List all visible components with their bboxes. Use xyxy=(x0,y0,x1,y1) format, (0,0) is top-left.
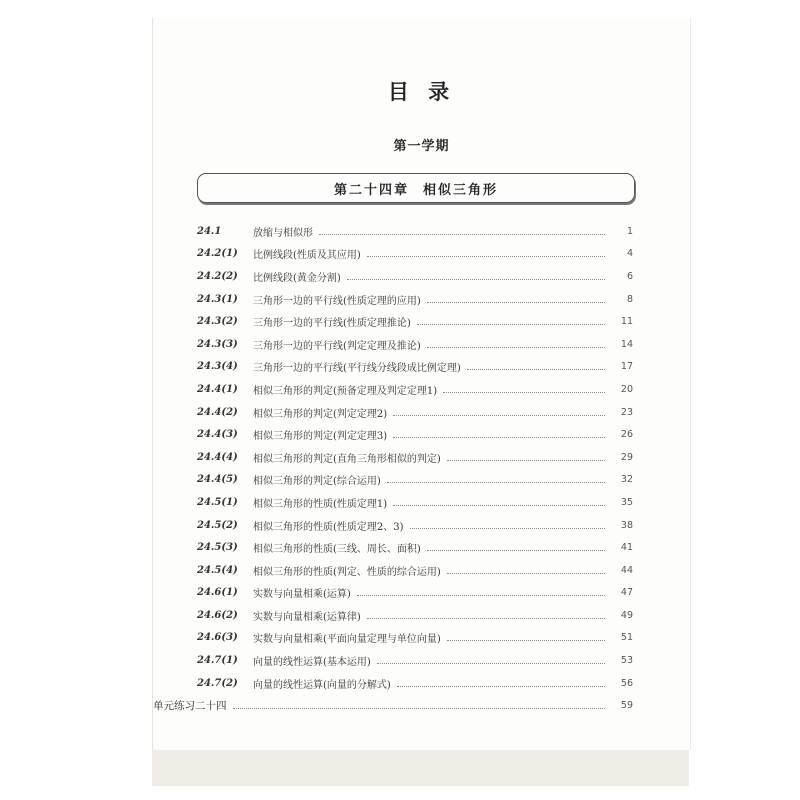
page-number: 20 xyxy=(620,383,633,395)
section-title: 实数与向量相乘(平面向量定理与单位向量) xyxy=(253,634,441,646)
page-number: 26 xyxy=(620,429,633,441)
chapter-banner xyxy=(197,173,635,203)
section-number: 24.1 xyxy=(197,225,222,237)
toc-entry xyxy=(197,401,633,424)
page-number: 51 xyxy=(620,632,633,644)
section-title: 相似三角形的性质(性质定理2、3) xyxy=(253,521,404,533)
page-number: 35 xyxy=(620,496,633,508)
toc-entry xyxy=(197,356,633,379)
section-number: 24.5(3) xyxy=(197,542,238,554)
section-title: 三角形一边的平行线(性质定理的应用) xyxy=(253,295,421,307)
section-number: 24.4(1) xyxy=(197,383,238,395)
page-number: 32 xyxy=(620,474,633,486)
dot-leader xyxy=(417,324,605,325)
dot-leader xyxy=(410,528,605,529)
dot-leader xyxy=(443,392,605,393)
section-number: 24.3(1) xyxy=(197,293,238,305)
dot-leader xyxy=(447,573,605,574)
page-number: 49 xyxy=(620,609,633,621)
page-bottom-edge xyxy=(152,750,689,786)
toc-entry xyxy=(197,220,633,243)
section-number: 24.4(5) xyxy=(197,474,238,486)
section-number: 24.5(2) xyxy=(197,519,238,531)
page-number: 14 xyxy=(620,338,633,350)
page-number: 38 xyxy=(620,519,633,531)
page-number: 41 xyxy=(620,542,633,554)
section-number: 24.6(1) xyxy=(197,587,238,599)
toc-entry xyxy=(197,378,633,401)
dot-leader xyxy=(447,460,605,461)
dot-leader xyxy=(393,505,605,506)
section-title: 相似三角形的判定(判定定理3) xyxy=(253,431,388,443)
semester-heading: 第一学期 xyxy=(393,139,450,154)
dot-leader xyxy=(393,437,605,438)
section-title: 三角形一边的平行线(性质定理推论) xyxy=(253,318,411,330)
toc-entry-unit-review xyxy=(153,694,633,717)
page-number: 4 xyxy=(626,248,633,260)
toc-entry xyxy=(197,333,633,356)
section-title: 相似三角形的性质(性质定理1) xyxy=(253,498,388,510)
toc-entry xyxy=(197,288,633,311)
section-title: 三角形一边的平行线(平行线分线段成比例定理) xyxy=(253,363,461,375)
section-title: 相似三角形的判定(预备定理及判定定理1) xyxy=(253,385,438,397)
section-title: 相似三角形的判定(直角三角形相似的判定) xyxy=(253,453,441,465)
toc-entry xyxy=(197,243,633,266)
section-number: 24.5(1) xyxy=(197,496,238,508)
dot-leader xyxy=(367,618,605,619)
dot-leader xyxy=(377,663,605,664)
page-number: 47 xyxy=(620,587,633,599)
section-number: 24.6(2) xyxy=(197,609,238,621)
table-of-contents xyxy=(153,220,633,717)
toc-entry xyxy=(197,604,633,627)
toc-entry xyxy=(197,536,633,559)
section-number: 24.7(2) xyxy=(197,677,238,689)
toc-entry xyxy=(197,627,633,650)
dot-leader xyxy=(347,279,605,280)
toc-entry xyxy=(197,491,633,514)
section-number: 24.7(1) xyxy=(197,655,238,667)
page-number: 23 xyxy=(620,406,633,418)
section-number: 24.2(2) xyxy=(197,270,238,282)
toc-entry xyxy=(197,514,633,537)
document-page xyxy=(152,18,691,750)
toc-entry xyxy=(197,310,633,333)
page-number: 6 xyxy=(626,270,633,282)
dot-leader xyxy=(367,256,605,257)
section-title: 比例线段(黄金分割) xyxy=(253,272,341,284)
toc-entry xyxy=(197,469,633,492)
dot-leader xyxy=(357,595,605,596)
section-number: 24.6(3) xyxy=(197,632,238,644)
section-number: 24.3(2) xyxy=(197,316,238,328)
section-number: 24.4(2) xyxy=(197,406,238,418)
page-number: 17 xyxy=(620,361,633,373)
page-title: 目 录 xyxy=(387,80,456,104)
toc-entry xyxy=(197,559,633,582)
toc-entry xyxy=(197,265,633,288)
page-number: 29 xyxy=(620,451,633,463)
section-title: 相似三角形的性质(判定、性质的综合运用) xyxy=(253,566,441,578)
page-number: 59 xyxy=(620,700,633,712)
section-number: 24.4(4) xyxy=(197,451,238,463)
dot-leader xyxy=(427,550,605,551)
section-title: 向量的线性运算(向量的分解式) xyxy=(253,679,391,691)
section-number: 24.4(3) xyxy=(197,429,238,441)
section-number: 24.5(4) xyxy=(197,564,238,576)
page-number: 44 xyxy=(620,564,633,576)
chapter-number: 第二十四章 xyxy=(333,182,409,198)
section-number: 24.3(3) xyxy=(197,338,238,350)
toc-entry xyxy=(197,423,633,446)
dot-leader xyxy=(427,302,605,303)
section-title: 相似三角形的性质(三线、周长、面积) xyxy=(253,544,421,556)
toc-entry xyxy=(197,672,633,695)
chapter-name: 相似三角形 xyxy=(423,182,499,198)
toc-entry xyxy=(197,582,633,605)
dot-leader xyxy=(467,369,605,370)
dot-leader xyxy=(319,234,605,235)
section-title: 实数与向量相乘(运算) xyxy=(253,589,351,601)
page-number: 1 xyxy=(626,225,633,237)
toc-entry xyxy=(197,649,633,672)
section-number: 24.2(1) xyxy=(197,248,238,260)
section-title: 实数与向量相乘(运算律) xyxy=(253,611,361,623)
section-title: 比例线段(性质及其应用) xyxy=(253,250,361,262)
section-title: 放缩与相似形 xyxy=(253,227,313,239)
page-number: 11 xyxy=(620,316,633,328)
toc-entry xyxy=(197,446,633,469)
unit-review-title: 单元练习二十四 xyxy=(153,700,227,713)
dot-leader xyxy=(387,482,605,483)
section-title: 向量的线性运算(基本运用) xyxy=(253,657,371,669)
page-number: 53 xyxy=(620,655,633,667)
section-title: 相似三角形的判定(判定定理2) xyxy=(253,408,388,420)
section-title: 相似三角形的判定(综合运用) xyxy=(253,476,381,488)
dot-leader xyxy=(393,415,605,416)
section-title: 三角形一边的平行线(判定定理及推论) xyxy=(253,340,421,352)
section-number: 24.3(4) xyxy=(197,361,238,373)
dot-leader xyxy=(447,640,605,641)
page-number: 56 xyxy=(620,677,633,689)
dot-leader xyxy=(427,347,605,348)
dot-leader xyxy=(397,686,605,687)
dot-leader xyxy=(233,708,606,709)
page-number: 8 xyxy=(626,293,633,305)
